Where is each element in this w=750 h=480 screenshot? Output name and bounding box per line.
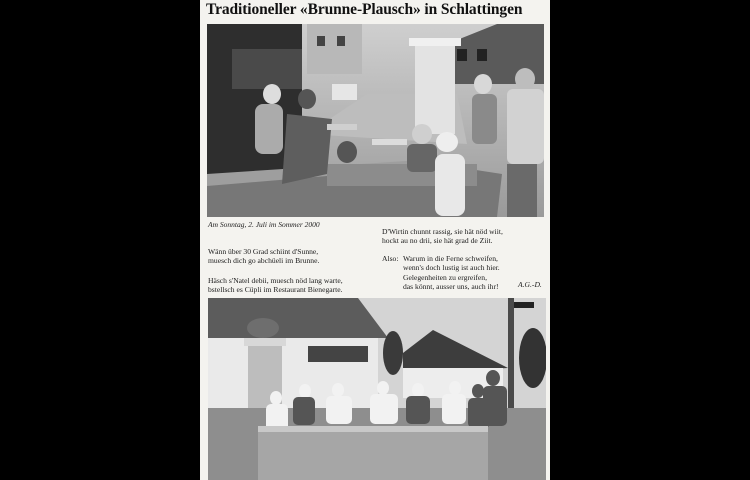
also-label: Also: — [382, 254, 399, 263]
poem-line: wenn's doch lustig ist auch hier. — [403, 263, 500, 273]
photo-group-at-fountain — [208, 298, 546, 480]
poem-line: D'Wirtin chunnt rassig, sie hät nöd wiit, — [382, 227, 503, 236]
poem-line: Gelegenheiten zu ergreifen, — [403, 272, 487, 282]
poem-line: bstellsch es Cüpli im Restaurant Bienegarte. — [208, 285, 343, 295]
newspaper-page — [200, 0, 550, 480]
author-signature: A.G.-D. — [518, 280, 542, 289]
article-headline: Traditioneller «Brunne-Plausch» in Schlattingen — [206, 1, 523, 18]
poem-line: Wänn über 30 Grad schiint d'Sunne, — [208, 247, 319, 256]
poem-line: Häsch s'Natel debii, muesch nöd lang warte, — [208, 275, 343, 285]
photo-caption: Am Sonntag, 2. Juli im Sommer 2000 — [208, 220, 320, 229]
photo-fountain-bathing — [207, 24, 544, 217]
photo-group-at-fountain-image — [208, 298, 546, 480]
poem-left — [208, 247, 343, 295]
poem-right-top — [382, 227, 503, 246]
photo-fountain-bathing-image — [207, 24, 544, 217]
poem-line: muesch dich go abchüeli im Brunne. — [208, 256, 320, 266]
poem-line: hockt au no drii, sie hät grad de Ziit. — [382, 236, 493, 246]
poem-line: das könnt, ausser uns, auch ihr! — [403, 282, 499, 292]
poem-line: Warum in die Ferne schweifen, — [403, 254, 498, 263]
